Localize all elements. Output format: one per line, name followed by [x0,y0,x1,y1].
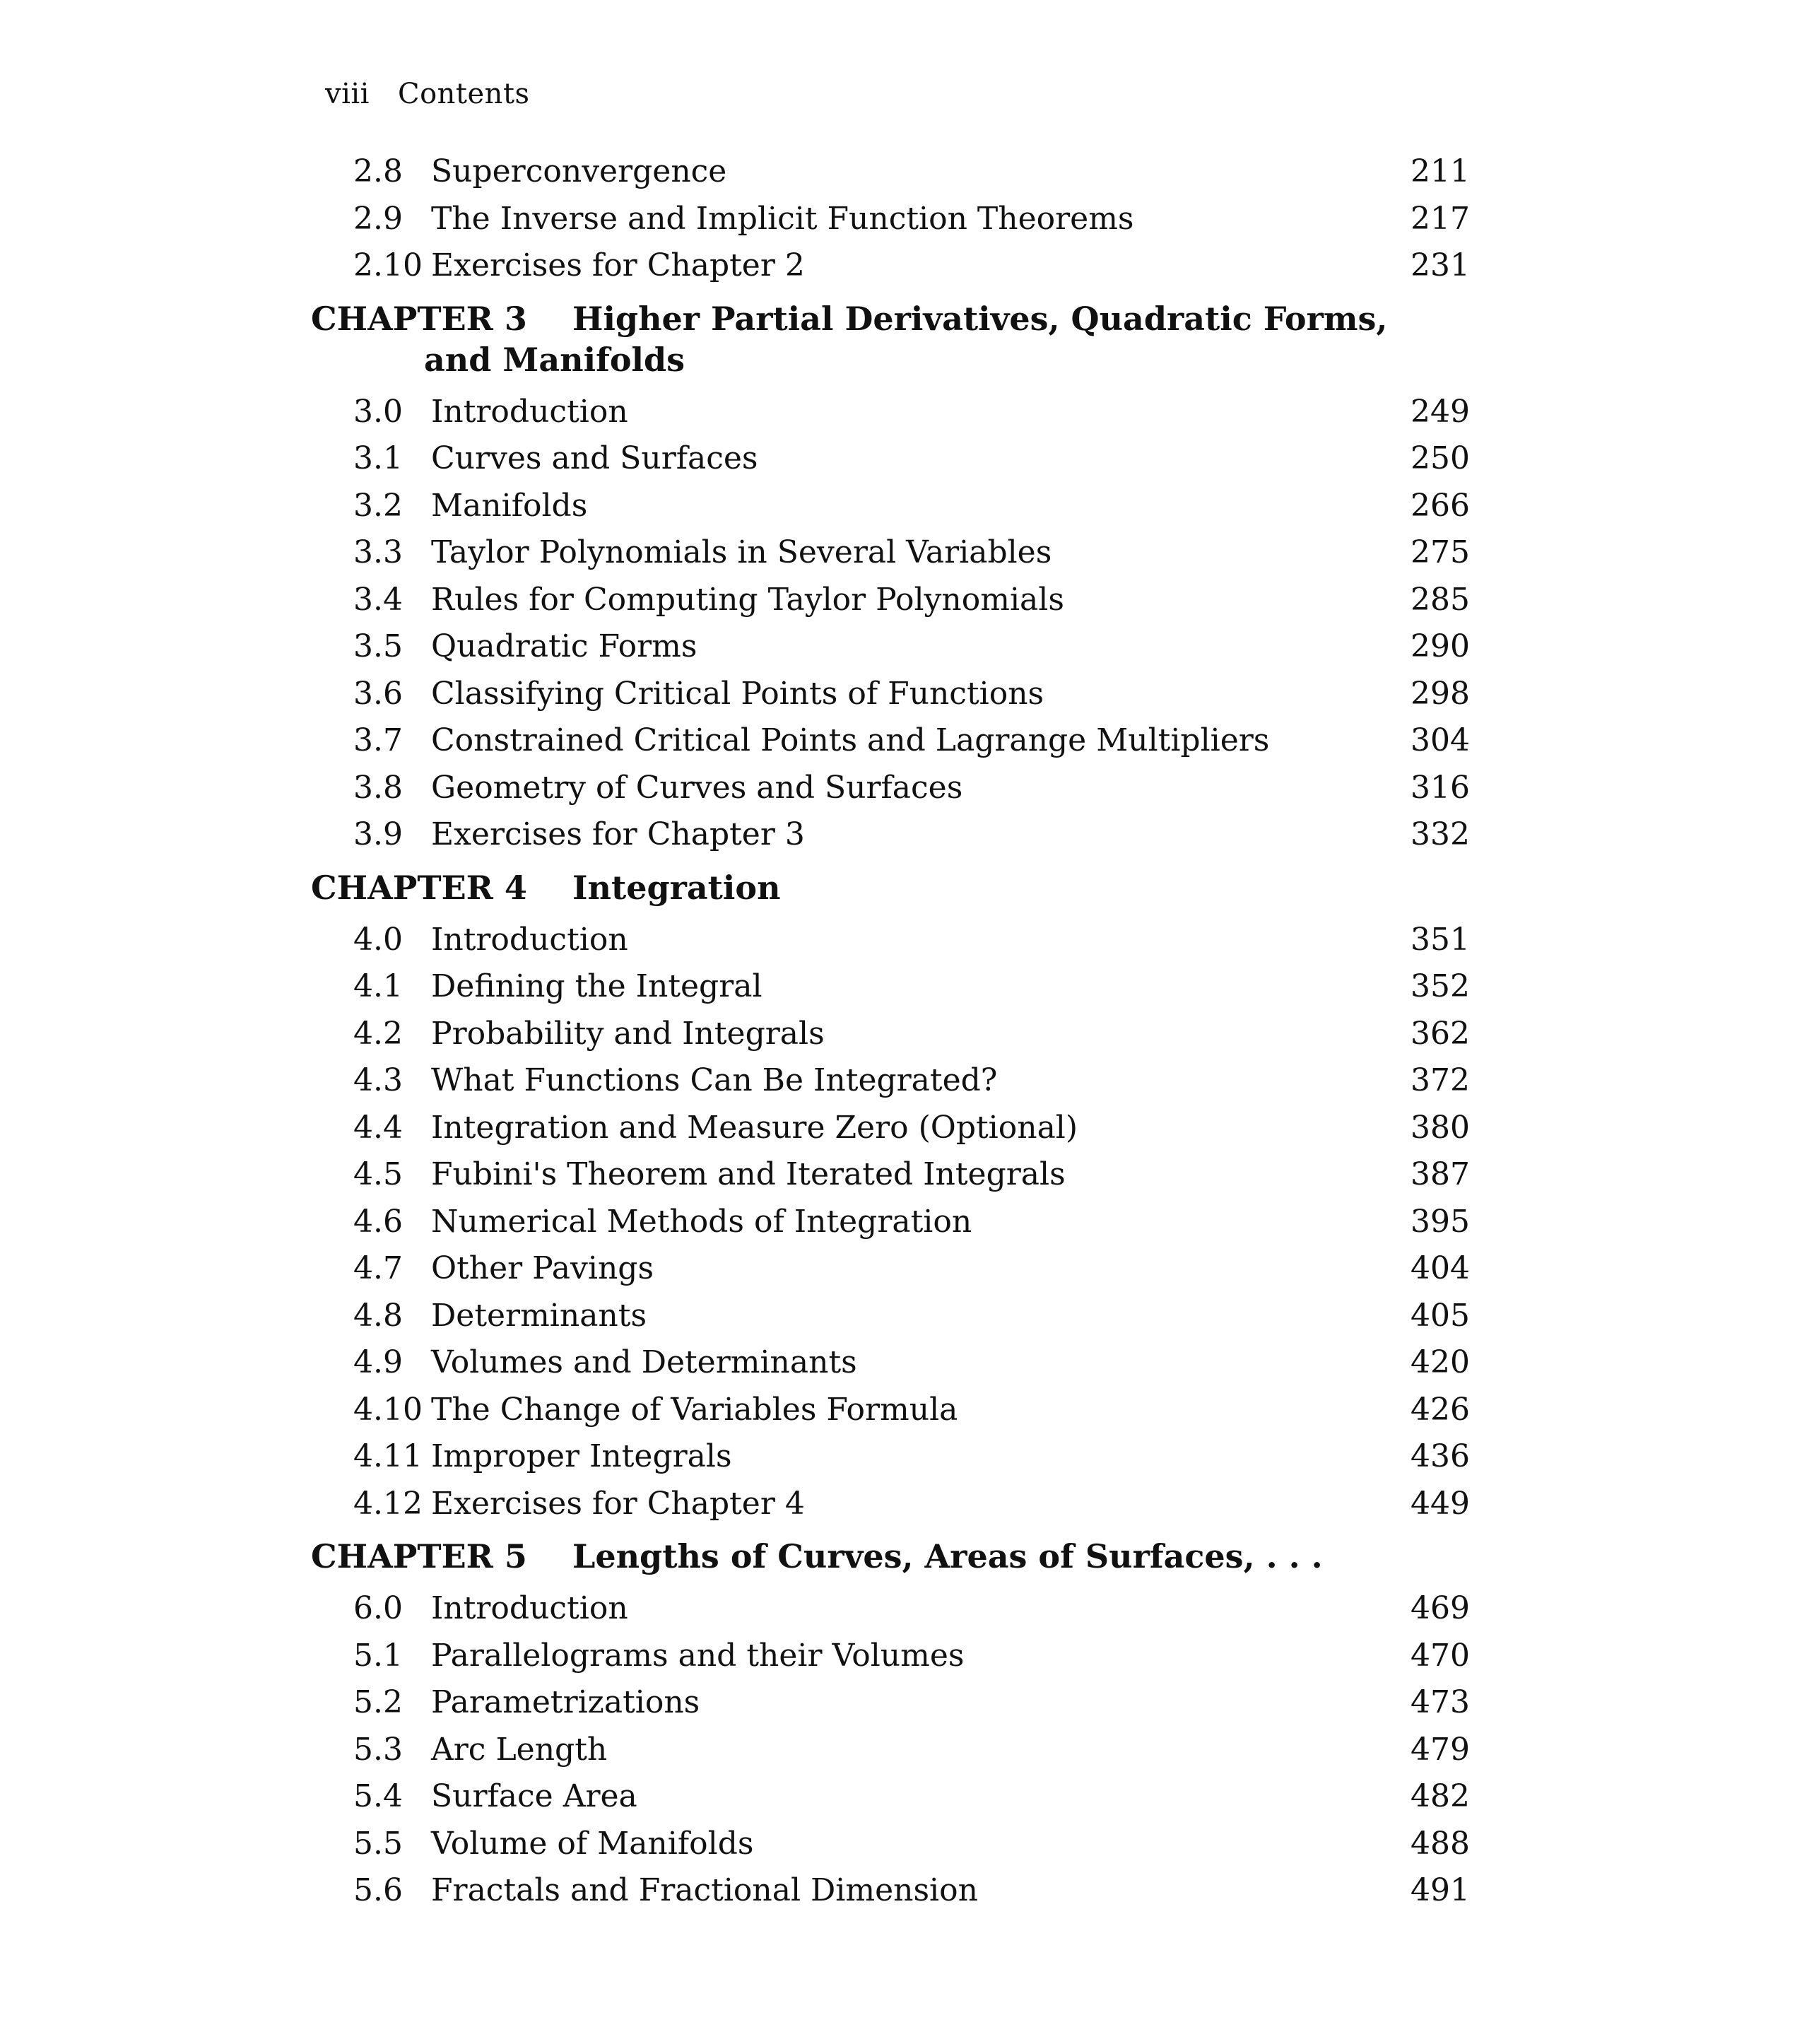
section-title: Manifolds [431,487,588,524]
toc-entry[interactable] [311,242,1470,290]
chapter-label: CHAPTER 5 [311,1537,527,1575]
toc-entry[interactable] [311,623,1470,671]
section-number: 3.1 [353,440,403,476]
section-number: 2.10 [353,247,423,283]
toc-entry[interactable] [311,917,1470,964]
section-title: Curves and Surfaces [431,440,758,476]
section-number: 5.4 [353,1778,403,1814]
section-page-number: 304 [1411,722,1470,758]
section-number: 4.0 [353,921,403,958]
section-page-number: 470 [1411,1637,1470,1674]
toc-entry[interactable] [311,1481,1470,1528]
section-title: Classifying Critical Points of Functions [431,675,1044,712]
section-number: 5.5 [353,1825,403,1862]
chapter-title: Higher Partial Derivatives, Quadratic Forms, [572,299,1388,338]
section-title: The Change of Variables Formula [431,1391,958,1428]
section-title: Fractals and Fractional Dimension [431,1872,978,1908]
section-number: 3.9 [353,816,403,852]
section-number: 3.8 [353,769,403,806]
section-number: 4.1 [353,968,403,1004]
section-number: 4.10 [353,1391,423,1428]
toc-entry[interactable] [311,1773,1470,1821]
section-page-number: 380 [1411,1109,1470,1146]
toc-entry[interactable] [311,1057,1470,1105]
section-page-number: 290 [1411,628,1470,664]
section-number: 5.3 [353,1731,403,1768]
toc-entry[interactable] [311,1293,1470,1340]
toc-entry[interactable] [311,1867,1470,1915]
toc-entry[interactable] [311,1679,1470,1727]
section-page-number: 449 [1411,1485,1470,1522]
section-title: Arc Length [431,1731,608,1768]
section-page-number: 250 [1411,440,1470,476]
section-number: 4.8 [353,1297,403,1334]
toc-entry[interactable] [311,196,1470,243]
chapter-label: CHAPTER 3 [311,299,527,338]
section-number: 3.3 [353,534,403,570]
toc-entry[interactable] [311,483,1470,530]
section-page-number: 231 [1411,247,1470,283]
toc-entry[interactable] [311,148,1470,196]
section-title: Constrained Critical Points and Lagrange Multipliers [431,722,1270,758]
header-title: Contents [397,78,530,110]
section-page-number: 479 [1411,1731,1470,1768]
section-title: Integration and Measure Zero (Optional) [431,1109,1078,1146]
section-page-number: 298 [1411,675,1470,712]
section-title: Determinants [431,1297,647,1334]
section-title: Introduction [431,393,628,430]
toc-entry[interactable] [311,811,1470,859]
section-page-number: 372 [1411,1062,1470,1098]
section-title: Volumes and Determinants [431,1344,857,1380]
section-number: 4.2 [353,1015,403,1052]
chapter-heading [311,1527,1470,1585]
section-number: 3.6 [353,675,403,712]
section-title: Parallelograms and their Volumes [431,1637,965,1674]
section-number: 3.0 [353,393,403,430]
section-page-number: 436 [1411,1438,1470,1474]
section-title: Rules for Computing Taylor Polynomials [431,581,1064,618]
toc-entry[interactable] [311,1245,1470,1293]
toc-entry[interactable] [311,1727,1470,1774]
section-title: Parametrizations [431,1684,700,1720]
section-page-number: 469 [1411,1590,1470,1626]
page-number: viii [325,78,370,110]
section-title: The Inverse and Implicit Function Theorems [431,200,1134,237]
section-title: Numerical Methods of Integration [431,1203,972,1240]
section-title: Surface Area [431,1778,637,1814]
section-number: 5.1 [353,1637,403,1674]
toc-entry[interactable] [311,1433,1470,1481]
section-number: 5.2 [353,1684,403,1720]
section-page-number: 387 [1411,1156,1470,1192]
toc-entry[interactable] [311,1821,1470,1868]
section-title: Geometry of Curves and Surfaces [431,769,963,806]
section-number: 5.6 [353,1872,403,1908]
section-number: 2.8 [353,153,403,189]
section-page-number: 395 [1411,1203,1470,1240]
section-number: 4.12 [353,1485,423,1522]
chapter-title: Lengths of Curves, Areas of Surfaces, . . . [572,1537,1323,1575]
section-number: 3.2 [353,487,403,524]
section-number: 4.6 [353,1203,403,1240]
section-page-number: 426 [1411,1391,1470,1428]
section-page-number: 266 [1411,487,1470,524]
toc-entry[interactable] [311,529,1470,577]
section-number: 6.0 [353,1590,403,1626]
toc-entry[interactable] [311,765,1470,812]
section-title: Other Pavings [431,1250,654,1286]
toc-entry[interactable] [311,1151,1470,1199]
section-number: 4.7 [353,1250,403,1286]
chapter-label: CHAPTER 4 [311,868,527,907]
chapter-heading [311,290,1470,389]
section-number: 3.7 [353,722,403,758]
toc-entry[interactable] [311,1199,1470,1246]
section-number: 4.5 [353,1156,403,1192]
section-number: 3.5 [353,628,403,664]
chapter-title: Integration [572,868,781,907]
section-title: Defining the Integral [431,968,762,1004]
section-number: 2.9 [353,200,403,237]
toc-entry[interactable] [311,1011,1470,1058]
section-page-number: 491 [1411,1872,1470,1908]
section-page-number: 316 [1411,769,1470,806]
section-page-number: 405 [1411,1297,1470,1334]
section-title: Taylor Polynomials in Several Variables [431,534,1052,570]
section-page-number: 362 [1411,1015,1470,1052]
toc-entry[interactable] [311,1387,1470,1434]
section-page-number: 249 [1411,393,1470,430]
toc-entry[interactable] [311,577,1470,624]
chapter-title-continued: and Manifolds [424,340,685,379]
table-of-contents [311,148,1470,1915]
section-title: Exercises for Chapter 4 [431,1485,805,1522]
toc-entry[interactable] [311,1585,1470,1633]
section-page-number: 275 [1411,534,1470,570]
section-page-number: 420 [1411,1344,1470,1380]
section-page-number: 488 [1411,1825,1470,1862]
chapter-heading [311,859,1470,917]
section-title: Introduction [431,921,628,958]
toc-entry[interactable] [311,717,1470,765]
toc-entry[interactable] [311,671,1470,718]
section-page-number: 482 [1411,1778,1470,1814]
section-title: Exercises for Chapter 2 [431,247,805,283]
toc-entry[interactable] [311,389,1470,436]
toc-entry[interactable] [311,1633,1470,1680]
section-page-number: 473 [1411,1684,1470,1720]
section-number: 4.9 [353,1344,403,1380]
toc-entry[interactable] [311,963,1470,1011]
section-page-number: 285 [1411,581,1470,618]
section-title: Exercises for Chapter 3 [431,816,805,852]
section-title: Superconvergence [431,153,727,189]
section-page-number: 404 [1411,1250,1470,1286]
section-title: What Functions Can Be Integrated? [431,1062,998,1098]
section-title: Introduction [431,1590,628,1626]
section-page-number: 351 [1411,921,1470,958]
section-number: 4.3 [353,1062,403,1098]
section-page-number: 352 [1411,968,1470,1004]
section-page-number: 217 [1411,200,1470,237]
toc-entry[interactable] [311,435,1470,483]
section-number: 4.4 [353,1109,403,1146]
running-header [325,78,530,110]
section-number: 4.11 [353,1438,423,1474]
section-page-number: 211 [1411,153,1470,189]
section-title: Fubini's Theorem and Iterated Integrals [431,1156,1066,1192]
section-title: Volume of Manifolds [431,1825,754,1862]
section-number: 3.4 [353,581,403,618]
toc-entry[interactable] [311,1105,1470,1152]
section-page-number: 332 [1411,816,1470,852]
toc-entry[interactable] [311,1339,1470,1387]
section-title: Probability and Integrals [431,1015,825,1052]
section-title: Improper Integrals [431,1438,732,1474]
section-title: Quadratic Forms [431,628,697,664]
